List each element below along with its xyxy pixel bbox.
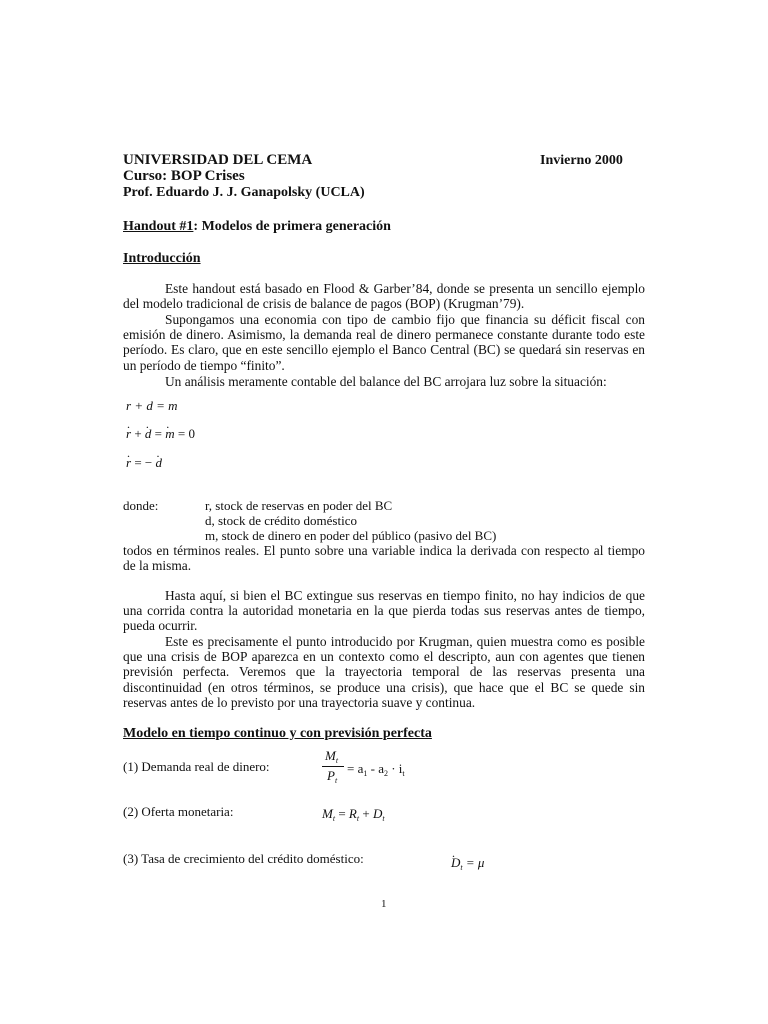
supply-D-sub: t <box>382 814 385 823</box>
discussion-paragraph-1 <box>123 588 645 634</box>
rhs-sub2: 2 <box>383 769 388 778</box>
fraction-denominator <box>327 768 337 785</box>
supply-plus: + <box>359 806 373 821</box>
intro-p1-text: Este handout está basado en Flood & Garber’84, donde se presenta un sencillo ejemplo del modelo tradicional de crisis de balance de pagos (BOP) (Krugman’79). <box>123 281 645 312</box>
intro-paragraph-2 <box>123 312 645 373</box>
supply-M: M <box>322 806 333 821</box>
definitions-label: donde: <box>123 498 159 513</box>
eq-var-r: r <box>126 398 132 413</box>
eq-plus: + <box>131 426 145 441</box>
university-name: UNIVERSIDAD DEL CEMA <box>123 152 313 168</box>
num-sub: t <box>335 756 339 765</box>
intro-p3-text: Un análisis meramente contable del balance del BC arrojara luz sobre la situación: <box>165 374 607 389</box>
supply-M-sub: t <box>332 814 336 823</box>
eq3-dot-r: . r <box>126 455 131 470</box>
equation-derivative <box>126 426 195 442</box>
eq3-equals: = − <box>131 455 156 470</box>
handout-subtitle: : Modelos de primera generación <box>193 219 391 234</box>
handout-label: Handout #1 <box>123 219 194 234</box>
definition-r: r, stock de reservas en poder del BC <box>205 498 393 513</box>
intro-p2-text: Supongamos una economia con tipo de cambio fijo que financia su déficit fiscal con emisión de dinero. Asimismo, la demanda real de dinero permanece constante durante todo este período. Es claro, que en este sencillo ejemplo el Banco Central (BC) se quedará sin reservas en un período de tiempo “finito”. <box>123 312 645 373</box>
credit-mu: = μ <box>462 855 485 870</box>
rhs-a: = a <box>347 761 364 776</box>
course-title: Curso: BOP Crises <box>123 168 245 184</box>
definitions-after: todos en términos reales. El punto sobre una variable indica la derivada con respecto al tiempo de la misma. <box>123 543 645 574</box>
fraction-numerator <box>325 748 338 765</box>
fraction-bar <box>322 766 344 767</box>
credit-dot-D: . D <box>451 855 460 870</box>
discussion-paragraph-2 <box>123 634 645 710</box>
eq-rest: + d = m <box>131 398 178 413</box>
eq-equals: = <box>151 426 166 441</box>
intro-paragraph-3 <box>123 374 645 389</box>
intro-heading: Introducción <box>123 251 201 266</box>
supply-R: R <box>348 806 357 821</box>
money-demand-fraction <box>322 748 346 788</box>
term-label: Invierno 2000 <box>540 153 623 168</box>
eq-zero: = 0 <box>174 426 195 441</box>
definition-m: m, stock de dinero en poder del público (pasivo del BC) <box>205 528 497 543</box>
money-demand-rhs <box>347 761 405 778</box>
rhs-sub1: 1 <box>363 769 368 778</box>
eq3-label: (3) Tasa de crecimiento del crédito doméstico: <box>123 851 364 866</box>
eq2-label: (2) Oferta monetaria: <box>123 804 234 819</box>
discussion-p1-text: Hasta aquí, si bien el BC extingue sus reservas en tiempo finito, no hay indicios de que una corrida contra la autoridad monetaria en la que pierda todas sus reservas antes de tiempo, pueda ocurrir. <box>123 588 645 634</box>
eq-dot-m: . m <box>165 426 174 441</box>
eq-dot-d: . d <box>145 426 152 441</box>
definition-d: d, stock de crédito doméstico <box>205 513 357 528</box>
model-heading: Modelo en tiempo continuo y con previsión perfecta <box>123 726 432 741</box>
eq1-label: (1) Demanda real de dinero: <box>123 759 270 774</box>
supply-R-sub: t <box>356 814 360 823</box>
equation-reserves <box>126 455 162 471</box>
den-sub: t <box>334 776 338 785</box>
intro-paragraph-1 <box>123 281 645 311</box>
credit-sub: t <box>460 863 463 872</box>
handout-title <box>123 219 391 235</box>
rhs-a2: - a <box>367 761 384 776</box>
rhs-i: · i <box>387 761 403 776</box>
eq-dot-r: . r <box>126 426 131 441</box>
eq3-dot-d: . d <box>155 455 162 470</box>
page-number: 1 <box>381 898 387 910</box>
money-supply-equation <box>322 806 385 823</box>
supply-eq: = <box>335 806 349 821</box>
rhs-sub-t: t <box>402 769 405 778</box>
professor-name: Prof. Eduardo J. J. Ganapolsky (UCLA) <box>123 185 365 200</box>
credit-growth-equation <box>451 855 484 872</box>
equation-balance <box>126 398 178 414</box>
supply-D: D <box>372 806 383 821</box>
den-P: P <box>327 768 335 783</box>
num-M: M <box>325 748 336 763</box>
discussion-p2-text: Este es precisamente el punto introducido por Krugman, quien muestra como es posible que una crisis de BOP aparezca en un contexto como el descripto, aun con agentes que tienen previsión perfecta. Veremos que la trayectoria temporal de las reservas presenta una discontinuidad (en otros términos, se produce una crisis), que hace que el BC se quede sin reservas antes de lo previsto por una trayectoria suave y continua. <box>123 634 645 710</box>
